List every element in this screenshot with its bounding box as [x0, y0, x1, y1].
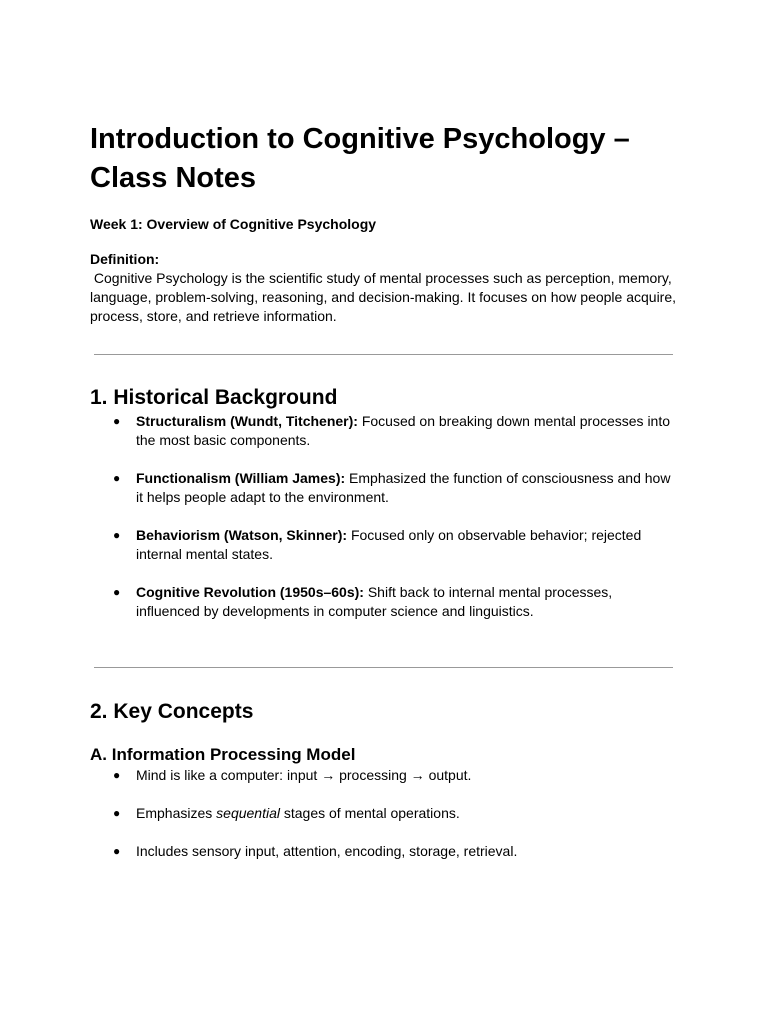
item-text: Mind is like a computer: input → processing → output. [136, 767, 472, 783]
item-text: Focused on breaking down mental processes into the most basic components. [136, 413, 671, 448]
item-emphasis: sequential [216, 805, 280, 821]
item-text-after: stages of mental operations. [279, 805, 460, 821]
list-item [90, 469, 678, 507]
section-divider [94, 667, 673, 668]
definition-text: Cognitive Psychology is the scientific study of mental processes such as perception, memory, language, problem-solving, reasoning, and decision-making. It focuses on how people acquire, process, store, and retrieve information. [90, 270, 680, 324]
historical-background-list [90, 412, 678, 621]
item-text: Focused only on observable behavior; rejected internal mental states. [136, 527, 642, 562]
bullet-icon: ● [113, 585, 121, 599]
list-item [90, 766, 678, 785]
item-text: Includes sensory input, attention, encoding, storage, retrieval. [136, 843, 518, 859]
definition-label: Definition: [90, 251, 160, 267]
bullet-icon: ● [113, 806, 121, 820]
list-item [90, 412, 678, 450]
week-heading: Week 1: Overview of Cognitive Psychology [90, 216, 377, 232]
bullet-icon: ● [113, 844, 121, 858]
bullet-icon: ● [113, 768, 121, 782]
subsection-heading-information-processing: A. Information Processing Model [90, 745, 356, 764]
list-item [90, 526, 678, 564]
list-item [90, 583, 678, 621]
document-title: Introduction to Cognitive Psychology – Class Notes [90, 123, 630, 194]
bullet-icon: ● [113, 471, 121, 485]
list-item [90, 804, 678, 823]
section-heading-key-concepts: 2. Key Concepts [90, 700, 254, 723]
item-text: Emphasized the function of consciousness and how it helps people adapt to the environment. [136, 470, 671, 505]
item-term: Structuralism (Wundt, Titchener): [136, 413, 358, 429]
section-divider [94, 354, 673, 355]
item-term: Behaviorism (Watson, Skinner): [136, 527, 348, 543]
list-item [90, 842, 678, 861]
item-text: Shift back to internal mental processes, influenced by developments in computer science and linguistics. [136, 584, 613, 619]
information-processing-list [90, 766, 678, 861]
item-term: Cognitive Revolution (1950s–60s): [136, 584, 364, 600]
item-text-before: Emphasizes [136, 805, 217, 821]
item-term: Functionalism (William James): [136, 470, 346, 486]
bullet-icon: ● [113, 528, 121, 542]
bullet-icon: ● [113, 414, 121, 428]
section-heading-historical-background: 1. Historical Background [90, 386, 338, 409]
